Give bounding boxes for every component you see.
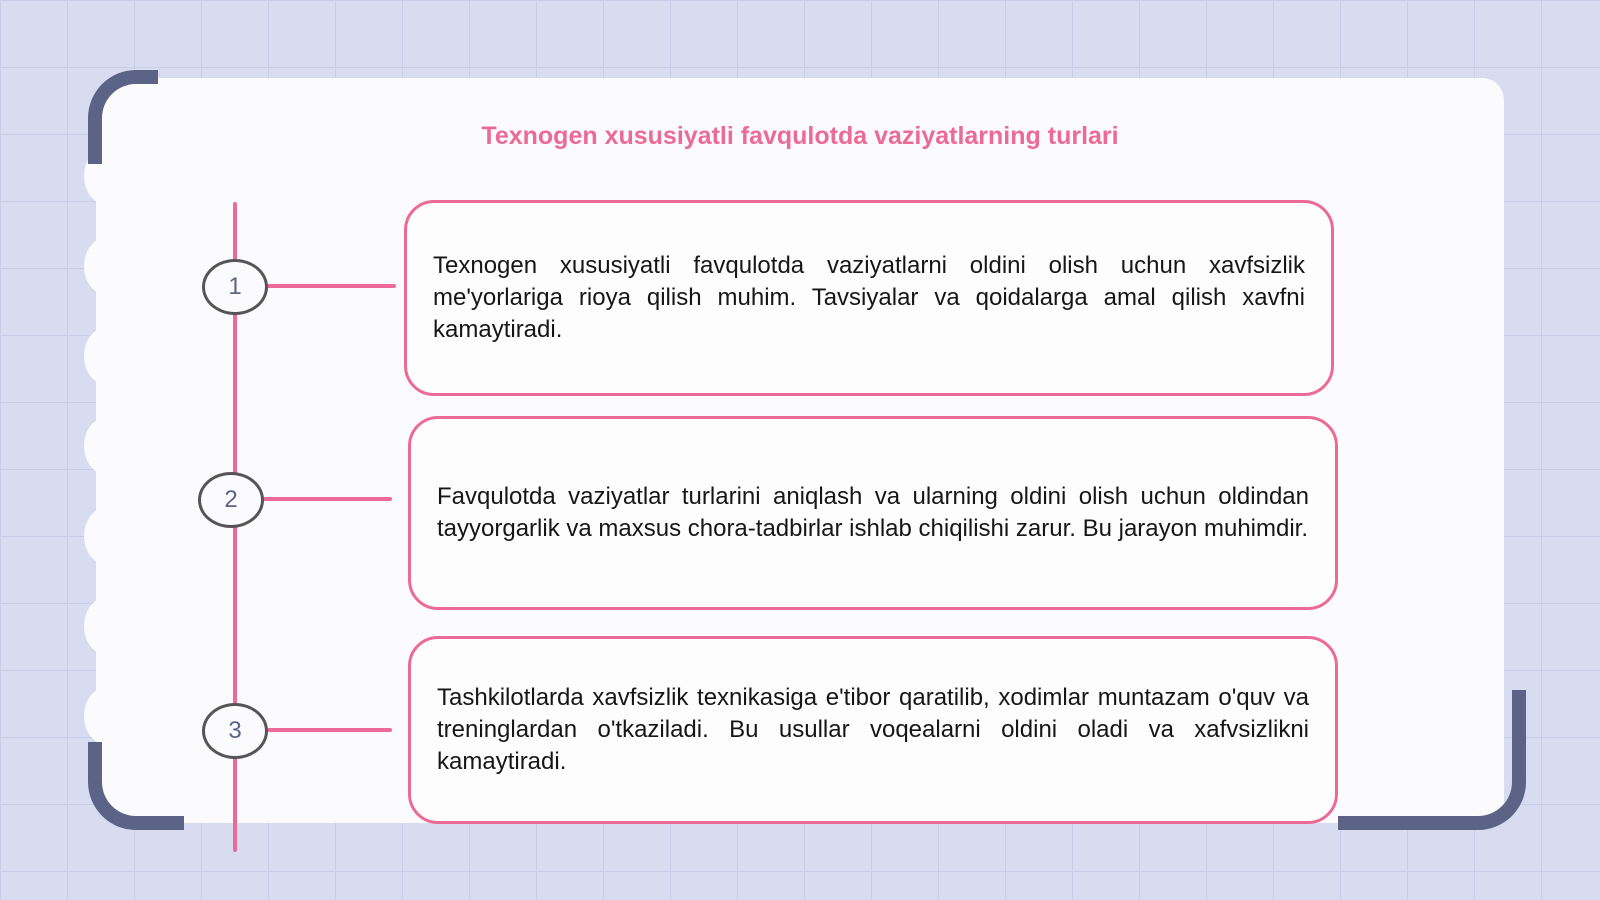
- connector-1: [266, 284, 396, 288]
- corner-bracket-bottom-right: [1338, 690, 1526, 830]
- paper-scallop: [84, 238, 126, 294]
- connector-3: [266, 728, 392, 732]
- info-text-3: Tashkilotlarda xavfsizlik texnikasiga e'tibor qaratilib, xodimlar muntazam o'quv va treninglardan o'tkaziladi. Bu usullar voqealarni oldini oladi va xafvsizlikni kamaytiradi.: [437, 684, 1309, 775]
- info-text-1: Texnogen xususiyatli favqulotda vaziyatlarni oldini olish uchun xavfsizlik me'yorlariga rioya qilish muhim. Tavsiyalar va qoidalarga amal qilish xavfni kamaytiradi.: [433, 252, 1305, 343]
- info-box-3: [408, 636, 1338, 824]
- info-box-1: [404, 200, 1334, 396]
- corner-bracket-bottom-left: [88, 742, 184, 830]
- step-number-1: 1: [202, 259, 268, 315]
- step-number-3: 3: [202, 703, 268, 759]
- page-title: Texnogen xususiyatli favqulotda vaziyatlarning turlari: [481, 122, 1119, 150]
- paper-scallop: [84, 508, 126, 564]
- corner-bracket-top-left: [88, 70, 158, 164]
- connector-2: [262, 497, 392, 501]
- paper-scallop: [84, 418, 126, 474]
- info-text-2: Favqulotda vaziyatlar turlarini aniqlash va ularning oldini olish uchun oldindan tayyorgarlik va maxsus chora-tadbirlar ishlab chiqilishi zarur. Bu jarayon muhimdir.: [437, 483, 1309, 542]
- step-number-2: 2: [198, 472, 264, 528]
- paper-scallop: [84, 688, 126, 744]
- paper-scallop: [84, 328, 126, 384]
- info-box-2: [408, 416, 1338, 610]
- paper-scallop: [84, 598, 126, 654]
